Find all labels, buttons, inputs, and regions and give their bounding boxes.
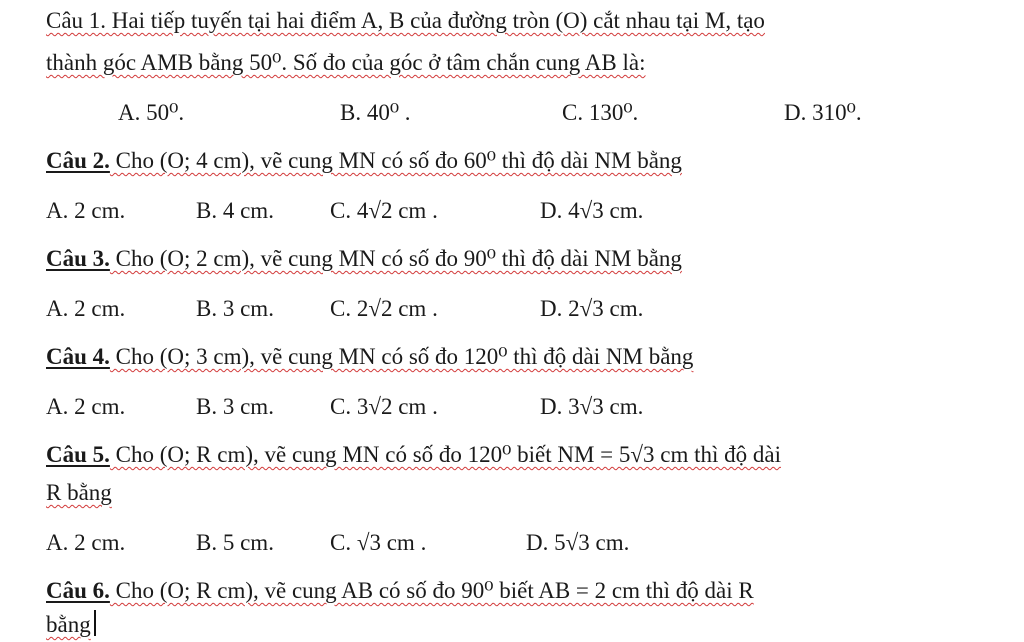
q6-line2-text: bằng: [46, 612, 91, 637]
q3-option-b: B. 3 cm.: [196, 296, 274, 321]
q4-option-c: C. 3√2 cm .: [330, 394, 438, 419]
q4-option-a: A. 2 cm.: [46, 394, 126, 419]
q5-line2-text: R bằng: [46, 480, 112, 505]
q3-line: [46, 244, 682, 274]
q4-option-d: D. 3√3 cm.: [540, 394, 644, 419]
q5-option-d: D. 5√3 cm.: [526, 530, 630, 555]
q2-option-c: C. 4√2 cm .: [330, 198, 438, 223]
q1-option-c: C. 130⁰.: [562, 100, 639, 125]
q2-text: Cho (O; 4 cm), vẽ cung MN có số đo 60⁰ thì độ dài NM bằng: [109, 148, 682, 173]
q1-line1: [46, 6, 765, 36]
q1-line1-text: Câu 1. Hai tiếp tuyến tại hai điểm A, B của đường tròn (O) cắt nhau tại M, tạo: [46, 8, 765, 33]
q4-line: [46, 342, 693, 372]
q2-line: [46, 146, 682, 176]
q5-option-a: A. 2 cm.: [46, 530, 126, 555]
q1-line2: [46, 48, 645, 78]
q1-line2-text: thành góc AMB bằng 50⁰. Số đo của góc ở tâm chắn cung AB là:: [46, 50, 646, 75]
q1-option-d: D. 310⁰.: [784, 100, 862, 125]
q4-text: Cho (O; 3 cm), vẽ cung MN có số đo 120⁰ thì độ dài NM bằng: [109, 344, 694, 369]
q5-line1: [46, 440, 781, 470]
q6-line2[interactable]: [46, 610, 96, 640]
q1-option-b: B. 40⁰ .: [340, 100, 411, 125]
q1-option-a: A. 50⁰.: [118, 100, 185, 125]
q2-option-d: D. 4√3 cm.: [540, 198, 644, 223]
q4-option-b: B. 3 cm.: [196, 394, 274, 419]
q6-label: Câu 6.: [46, 578, 110, 603]
q3-option-d: D. 2√3 cm.: [540, 296, 644, 321]
q4-label: Câu 4.: [46, 344, 110, 369]
q2-option-b: B. 4 cm.: [196, 198, 274, 223]
q5-option-b: B. 5 cm.: [196, 530, 274, 555]
q5-line2: [46, 478, 112, 508]
q3-label: Câu 3.: [46, 246, 110, 271]
q2-label: Câu 2.: [46, 148, 110, 173]
q3-option-a: A. 2 cm.: [46, 296, 126, 321]
q6-line1: [46, 576, 754, 606]
q5-line1-text: Cho (O; R cm), vẽ cung MN có số đo 120⁰ biết NM = 5√3 cm thì độ dài: [109, 442, 781, 467]
text-cursor: [94, 610, 96, 636]
q3-option-c: C. 2√2 cm .: [330, 296, 438, 321]
q2-option-a: A. 2 cm.: [46, 198, 126, 223]
q6-line1-text: Cho (O; R cm), vẽ cung AB có số đo 90⁰ biết AB = 2 cm thì độ dài R: [109, 578, 754, 603]
q5-label: Câu 5.: [46, 442, 110, 467]
q3-text: Cho (O; 2 cm), vẽ cung MN có số đo 90⁰ thì độ dài NM bằng: [109, 246, 682, 271]
q5-option-c: C. √3 cm .: [330, 530, 427, 555]
